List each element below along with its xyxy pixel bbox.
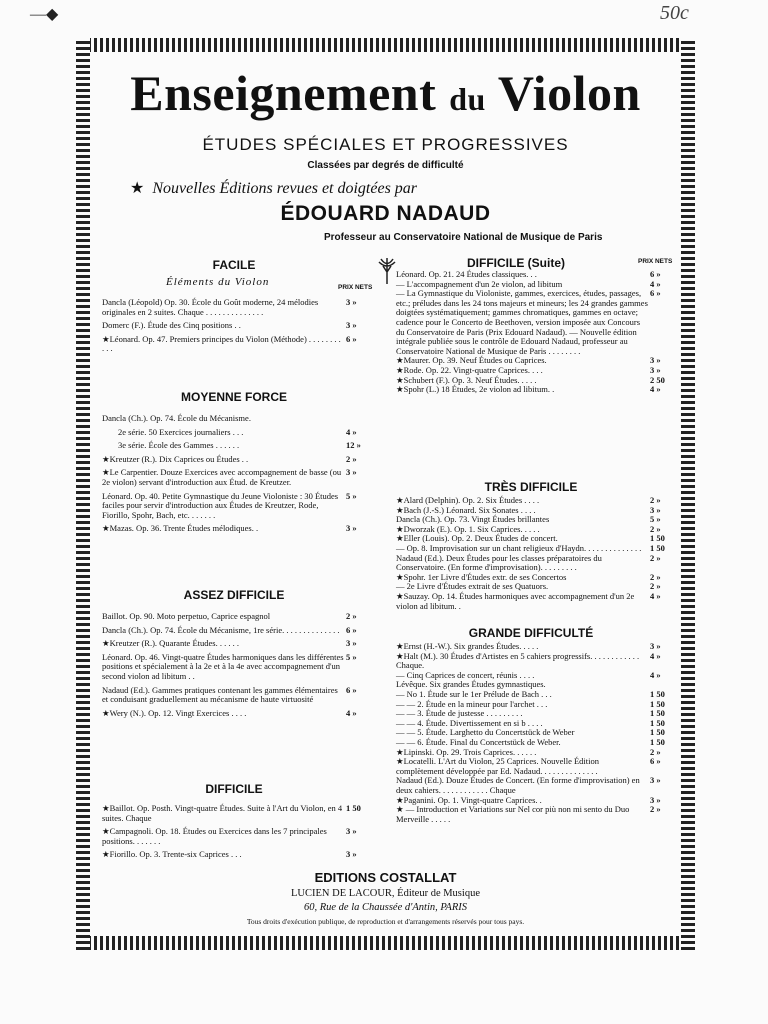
title-main: Enseignement xyxy=(130,65,437,121)
pencil-mark: —◆ xyxy=(30,6,59,23)
rights-notice: Tous droits d'exécution publique, de reproduction et d'arrangements réservés pour tous pays. xyxy=(246,917,525,926)
list-assez xyxy=(102,612,372,718)
list-item: ★Sauzay. Op. 14. Études harmoniques avec accompagnement d'un 2e violon ad libitum. . 4 » xyxy=(396,590,661,611)
list-item: Dancla (Ch.). Op. 74. École du Mécanisme. xyxy=(102,413,251,423)
list-item: ★Campagnoli. Op. 18. Études ou Exercices dans les 7 principales positions. . . . . . . 3 » xyxy=(102,826,357,846)
list-item: ★Spohr (L.) 18 Études, 2e violon ad libitum. . 4 » xyxy=(396,384,661,395)
frame-border-left xyxy=(76,38,90,950)
list-difficile-suite xyxy=(396,270,676,395)
list-item: — — 4. Étude. Divertissement en si b . . . . 1 50 xyxy=(396,717,665,728)
list-item: Dancla (Léopold) Op. 30. École du Goût moderne, 24 mélodies originales en 2 suites. Chaque . . . . . . . . . . . . . . 3 » xyxy=(102,297,357,317)
list-item: — Op. 8. Improvisation sur un chant religieux d'Haydn. . . . . . . . . . . . . . 1 50 xyxy=(396,542,665,553)
title-page xyxy=(90,52,681,936)
frame-border-right xyxy=(681,38,695,950)
list-moyenne xyxy=(102,414,372,534)
list-item: ★Mazas. Op. 36. Trente Études mélodiques. . 3 » xyxy=(102,523,357,534)
list-item: 2e série. 50 Exercices journaliers . . . 4 » xyxy=(118,426,357,437)
list-difficile xyxy=(102,804,372,860)
list-item: Léonard. Op. 46. Vingt-quatre Études harmoniques dans les différentes positions et spécialement à la 2e et à la 4e avec accompagnement d'un second violon ad libitum . . 5 » xyxy=(102,651,357,681)
list-item: — Cinq Caprices de concert, réunis . . . . 4 » xyxy=(396,669,661,680)
list-item: — L'accompagnement d'un 2e violon, ad libitum 4 » xyxy=(396,278,661,289)
list-item: ★Lipinski. Op. 29. Trois Caprices. . . . . . 2 » xyxy=(396,746,661,757)
list-facile xyxy=(102,298,372,354)
page-title xyxy=(90,65,681,121)
list-item: 3e série. École des Gammes . . . . . . 12 » xyxy=(118,440,361,451)
star-icon: ★ xyxy=(130,180,145,197)
section-facile: FACILE xyxy=(212,258,256,272)
section-tres-difficile: TRÈS DIFFICILE xyxy=(484,480,578,494)
title-du: du xyxy=(449,81,486,117)
edition-name: EDITIONS COSTALLAT xyxy=(314,870,457,885)
list-item: Nadaud (Ed.). Gammes pratiques contenant les gammes élémentaires et conduisant graduellement au mécanisme de haute virtuosité 6 » xyxy=(102,684,357,705)
list-item: Lévêque. Six grandes Études gymnastiques. xyxy=(396,679,546,690)
section-difficile-suite: DIFFICILE (Suite) xyxy=(467,256,565,270)
list-item: — — 6. Étude. Final du Concertstück de Weber. 1 50 xyxy=(396,736,665,747)
list-item: Baillot. Op. 90. Moto perpetuo, Caprice espagnol 2 » xyxy=(102,611,357,621)
section-moyenne-force: MOYENNE FORCE xyxy=(180,390,287,404)
editions-note: ★ Nouvelles Éditions revues et doigtées par xyxy=(130,180,418,197)
elements-heading: Éléments du Violon xyxy=(166,276,270,288)
publisher-name: LUCIEN DE LACOUR, Éditeur de Musique xyxy=(291,888,480,899)
list-item: ★Léonard. Op. 47. Premiers principes du Violon (Méthode) . . . . . . . . . . . 6 » xyxy=(102,333,357,354)
list-item: ★Halt (M.). 30 Études d'Artistes en 5 cahiers progressifs. . . . . . . . . . . . Chaque. 4 » xyxy=(396,650,661,671)
list-item: Dancla (Ch.). Op. 74. École du Mécanisme, 1re série. . . . . . . . . . . . . . 6 » xyxy=(102,624,357,635)
list-item: — — 2. Étude en la mineur pour l'archet . . . 1 50 xyxy=(396,698,665,709)
ornament-icon xyxy=(376,256,398,286)
list-item: — No 1. Étude sur le 1er Prélude de Bach . . . 1 50 xyxy=(396,688,665,699)
author-title: Professeur au Conservatoire National de Musique de Paris xyxy=(324,232,603,243)
list-item: ★Spohr. 1er Livre d'Études extr. de ses Concertos 2 » xyxy=(396,571,661,582)
list-item: ★Paganini. Op. 1. Vingt-quatre Caprices. . 3 » xyxy=(396,794,661,805)
list-item: ★Schubert (F.). Op. 3. Neuf Études. . . . . 2 50 xyxy=(396,374,665,385)
title-violon: Violon xyxy=(497,65,641,121)
section-assez-difficile: ASSEZ DIFFICILE xyxy=(183,588,285,602)
prix-nets-left: PRIX NETS xyxy=(338,284,373,291)
list-item: Léonard. Op. 21. 24 Études classiques. . . 6 » xyxy=(396,269,661,279)
list-item: ★Bach (J.-S.) Léonard. Six Sonates . . . . 3 » xyxy=(396,504,661,515)
section-difficile: DIFFICILE xyxy=(205,782,263,796)
frame-border-bottom xyxy=(76,936,695,950)
list-item: ★Wery (N.). Op. 12. Vingt Exercices . . . . 4 » xyxy=(102,707,357,718)
list-item: Léonard. Op. 40. Petite Gymnastique du Jeune Violoniste : 30 Études faciles pour servir d'introduction aux Études de Kreutzer, Rode, Fiorillo, Spohr, Bach, etc. . . . . . . 5 » xyxy=(102,490,357,520)
handwritten-price-note: 50c xyxy=(660,2,689,24)
list-item: ★Eller (Louis). Op. 2. Deux Études de concert. 1 50 xyxy=(396,533,665,544)
list-item: — 2e Livre d'Études extrait de ses Quatuors. 2 » xyxy=(396,581,661,592)
prix-nets-right: PRIX NETS xyxy=(638,258,673,265)
list-item: ★Ernst (H.-W.). Six grandes Études. . . . . 3 » xyxy=(396,641,661,651)
list-item: ★Baillot. Op. Posth. Vingt-quatre Études. Suite à l'Art du Violon, en 4 suites. Chaque 1 50 xyxy=(102,803,361,823)
list-item: Nadaud (Ed.). Deux Études pour les classes préparatoires du Conservatoire. (En forme d'improvisation). . . . . . . . . 2 » xyxy=(396,552,661,573)
publisher-address: 60, Rue de la Chaussée d'Antin, PARIS xyxy=(303,902,468,913)
list-item: Nadaud (Ed.). Douze Études de Concert. (En forme d'improvisation) en deux cahiers. . . . . . . . . . . . Chaque 3 » xyxy=(396,775,661,795)
difficulty-note: Classées par degrés de difficulté xyxy=(307,160,464,171)
list-grande-difficulte xyxy=(396,642,676,824)
list-item: — — 5. Étude. Larghetto du Concertstück de Weber 1 50 xyxy=(396,727,665,738)
list-item: ★Alard (Delphin). Op. 2. Six Études . . . . 2 » xyxy=(396,495,661,505)
subtitle: ÉTUDES SPÉCIALES ET PROGRESSIVES xyxy=(202,135,569,154)
list-item: Dancla (Ch.). Op. 73. Vingt Études brillantes 5 » xyxy=(396,514,661,525)
list-tres-difficile xyxy=(396,496,676,611)
list-item: ★Kreutzer (R.). Dix Caprices ou Études . . 2 » xyxy=(102,453,357,464)
list-item: — — 3. Étude de justesse . . . . . . . . . 1 50 xyxy=(396,708,665,719)
list-item: Domerc (F.). Étude des Cinq positions . . 3 » xyxy=(102,320,357,331)
list-item: — La Gymnastique du Violoniste, gammes, exercices, études, passages, etc.; préludes dans les 24 tons majeurs et mineurs; les 24 grandes gammes doigtées systématiquement; gammes chromatiques, gammes en octave; cadence pour le Concerto de Beethoven, version imposée aux Concours du Conservatoire de Paris (Prix Edouard Nadaud). — Nouvelle édition intégrale publiée sous le contrôle de Edouard Nadaud, professeur au Conservatoire National de Musique de Paris . . . . . . . . 6 » xyxy=(396,288,661,356)
section-grande-difficulte: GRANDE DIFFICULTÉ xyxy=(468,626,594,640)
author-name: ÉDOUARD NADAUD xyxy=(280,202,491,225)
list-item: ★Rode. Op. 22. Vingt-quatre Caprices. . . . 3 » xyxy=(396,364,661,375)
list-item: ★Le Carpentier. Douze Exercices avec accompagnement de basse (ou 2e violon) servant d'introduction aux Étud. de Kreutzer. 3 » xyxy=(102,467,357,487)
list-item: ★Locatelli. L'Art du Violon, 25 Caprices. Nouvelle Édition complètement développée par Ed. Nadaud. . . . . . . . . . . . . . 6 » xyxy=(396,756,661,776)
frame-border-top xyxy=(76,38,695,52)
list-item: ★Kreutzer (R.). Quarante Études. . . . . . 3 » xyxy=(102,638,357,649)
list-item: ★ — Introduction et Variations sur Nel cor più non mi sento du Duo Merveille . . . . . 2 » xyxy=(396,804,661,824)
list-item: ★Dworzak (E.). Op. 1. Six Caprices. . . . . 2 » xyxy=(396,523,661,534)
list-item: ★Fiorillo. Op. 3. Trente-six Caprices . . . 3 » xyxy=(102,849,357,860)
list-item: ★Maurer. Op. 39. Neuf Études ou Caprices. 3 » xyxy=(396,355,661,366)
